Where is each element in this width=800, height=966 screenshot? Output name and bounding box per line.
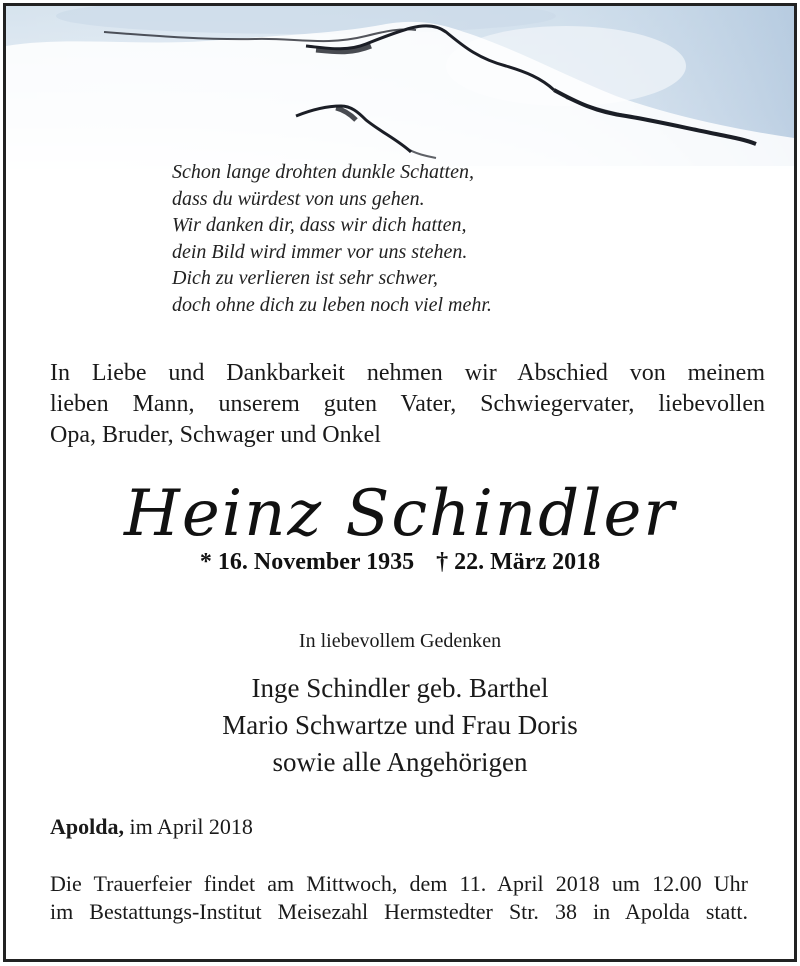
farewell-line: Opa, Bruder, Schwager und Onkel	[50, 422, 381, 448]
deceased-name: Heinz Schindler	[124, 477, 676, 551]
memory-heading: In liebevollem Gedenken	[298, 630, 502, 652]
funeral-line: im Bestattungs-Institut Meisezahl Hermstedter Str. 38 in Apolda statt.	[50, 899, 748, 924]
mourner: Mario Schwartze und Frau Doris	[222, 710, 578, 740]
poem-line: Dich zu verlieren ist sehr schwer,	[172, 267, 438, 289]
mourners-list	[6, 670, 794, 781]
place-city: Apolda,	[50, 814, 124, 839]
farewell-line: lieben Mann, unserem guten Vater, Schwiegervater, liebevollen	[50, 391, 765, 417]
death-date: † 22. März 2018	[436, 549, 601, 575]
place-date-line	[50, 813, 253, 841]
place-date: im April 2018	[129, 814, 253, 839]
birth-date: * 16. November 1935	[199, 549, 415, 575]
poem	[172, 159, 492, 318]
farewell-paragraph	[50, 358, 765, 451]
poem-line: doch ohne dich zu leben noch viel mehr.	[172, 293, 492, 316]
poem-line: Wir danken dir, dass wir dich hatten,	[172, 214, 467, 236]
poem-line: dein Bild wird immer vor uns stehen.	[172, 240, 468, 263]
life-dates	[6, 547, 794, 577]
poem-line: dass du würdest von uns gehen.	[172, 187, 425, 210]
farewell-line: In Liebe und Dankbarkeit nehmen wir Abschied von meinem	[50, 360, 765, 386]
mourner: sowie alle Angehörigen	[272, 747, 528, 777]
funeral-notice	[50, 870, 748, 926]
obituary-frame	[3, 3, 797, 962]
mourner: Inge Schindler geb. Barthel	[251, 673, 549, 703]
poem-line: Schon lange drohten dunkle Schatten,	[172, 161, 474, 183]
funeral-line: Die Trauerfeier findet am Mittwoch, dem 11. April 2018 um 12.00 Uhr	[50, 871, 748, 896]
